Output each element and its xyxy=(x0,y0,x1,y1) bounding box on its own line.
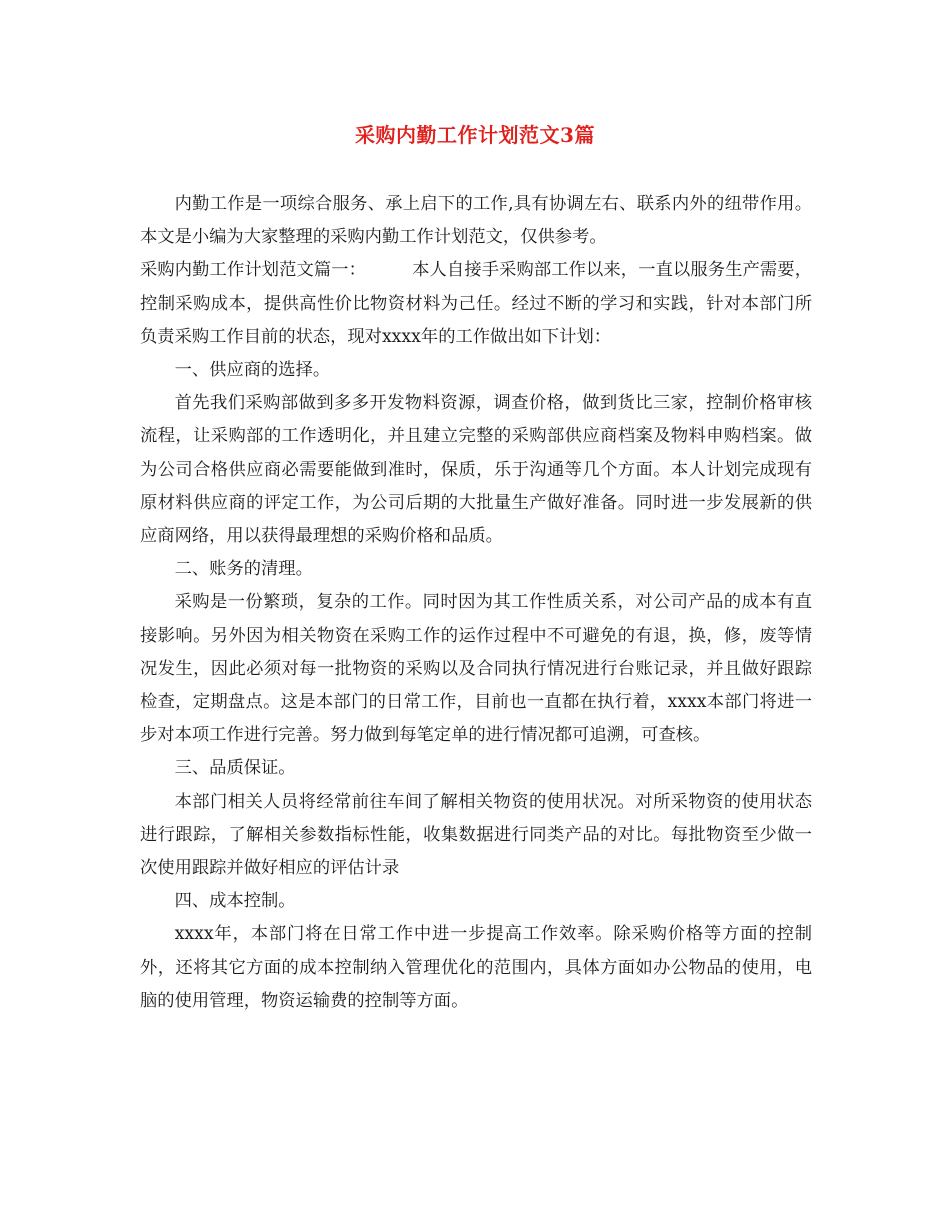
section-opening-paragraph xyxy=(140,254,812,354)
item-paragraph-3: 本部门相关人员将经常前往车间了解相关物资的使用状况。对所采物资的使用状态进行跟踪，了解相关参数指标性能，收集数据进行同类产品的对比。每批物资至少做一次使用跟踪并做好相应的评估计录 xyxy=(140,791,812,879)
item-paragraph-1: 首先我们采购部做到多多开发物料资源，调查价格，做到货比三家，控制价格审核流程，让采购部的工作透明化，并且建立完整的采购部供应商档案及物料申购档案。做为公司合格供应商必需要能做到准时，保质，乐于沟通等几个方面。本人计划完成现有原材料供应商的评定工作，为公司后期的大批量生产做好准备。同时进一步发展新的供应商网络，用以获得最理想的采购价格和品质。 xyxy=(140,393,812,547)
item-heading-1: 一、供应商的选择。 xyxy=(174,360,331,381)
item-paragraph-4: xxxx年，本部门将在日常工作中进一步提高工作效率。除采购价格等方面的控制外，还将其它方面的成本控制纳入管理优化的范围内，具体方面如办公物品的使用，电脑的使用管理，物资运输费的控制等方面。 xyxy=(140,924,812,1011)
item-heading-4: 四、成本控制。 xyxy=(174,891,296,912)
document-body xyxy=(140,188,812,1018)
item-heading-3: 三、品质保证。 xyxy=(174,758,296,779)
section-opening-text: 本人自接手采购部工作以来，一直以服务生产需要，控制采购成本，提供高性价比物资材料为己任。经过不断的学习和实践，针对本部门所负责采购工作目前的状态，现对xxxx年的工作做出如下计划： xyxy=(140,260,812,347)
section-heading: 采购内勤工作计划范文篇一： xyxy=(140,260,367,281)
document-title: 采购内勤工作计划范文3篇 xyxy=(355,123,595,147)
item-paragraph-2: 采购是一份繁琐，复杂的工作。同时因为其工作性质关系，对公司产品的成本有直接影响。另外因为相关物资在采购工作的运作过程中不可避免的有退，换，修，废等情况发生，因此必须对每一批物资的采购以及合同执行情况进行台账记录，并且做好跟踪检查，定期盘点。这是本部门的日常工作，目前也一直都在执行着，xxxx本部门将进一步对本项工作进行完善。努力做到每笔定单的进行情况都可追溯，可查核。 xyxy=(140,592,812,746)
item-heading-2: 二、账务的清理。 xyxy=(174,559,313,580)
intro-paragraph: 内勤工作是一项综合服务、承上启下的工作,具有协调左右、联系内外的纽带作用。本文是小编为大家整理的采购内勤工作计划范文，仅供参考。 xyxy=(140,194,812,248)
